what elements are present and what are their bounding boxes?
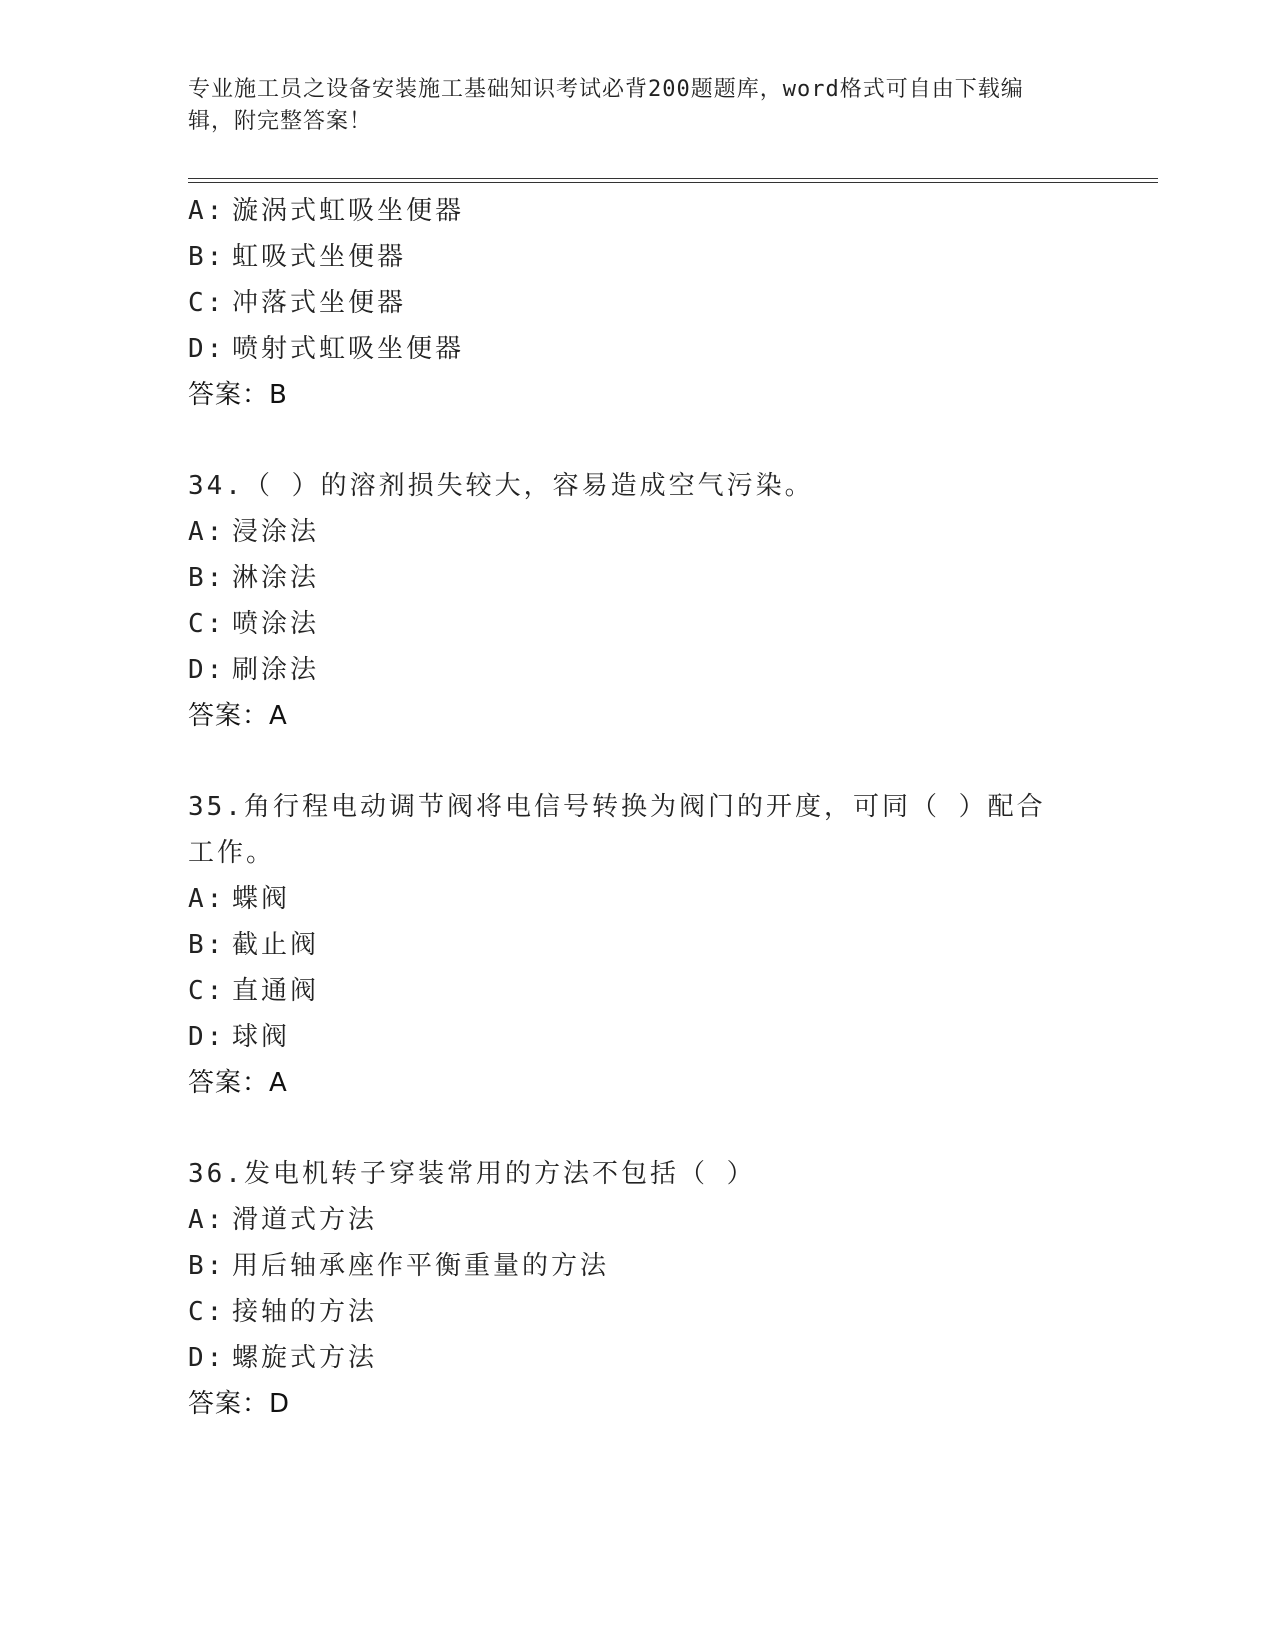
answer-value: A	[269, 701, 288, 731]
option-a	[188, 509, 1068, 555]
document-header	[188, 74, 1068, 138]
option-letter: B:	[188, 563, 226, 593]
option-letter: B:	[188, 930, 226, 960]
question-34	[188, 463, 1068, 739]
document-title: 专业施工员之设备安装施工基础知识考试必背200题题库，word格式可自由下载编辑，附完整答案！	[188, 77, 1024, 134]
option-text: 蝶阀	[232, 884, 291, 914]
question-text: 35.角行程电动调节阀将电信号转换为阀门的开度，可同（ ）配合工作。	[188, 792, 1046, 868]
option-letter: C:	[188, 976, 226, 1006]
answer-label: 答案：	[188, 1389, 270, 1419]
option-letter: B:	[188, 1251, 226, 1281]
answer-line	[188, 1381, 1068, 1427]
header-divider-top	[188, 178, 1158, 179]
question-text: 34.（ ）的溶剂损失较大，容易造成空气污染。	[188, 471, 814, 501]
option-text: 截止阀	[232, 930, 320, 960]
option-b	[188, 234, 1068, 280]
answer-label: 答案：	[188, 380, 270, 410]
option-text: 滑道式方法	[232, 1205, 378, 1235]
question-text: 36.发电机转子穿装常用的方法不包括（ ）	[188, 1159, 756, 1189]
option-a	[188, 188, 1068, 234]
option-letter: A:	[188, 196, 226, 226]
option-text: 刷涂法	[232, 655, 320, 685]
question-list	[188, 188, 1068, 1427]
answer-value: D	[269, 1389, 291, 1419]
option-letter: A:	[188, 884, 226, 914]
option-letter: A:	[188, 517, 226, 547]
option-c	[188, 280, 1068, 326]
option-b	[188, 1243, 1068, 1289]
option-c	[188, 968, 1068, 1014]
option-d	[188, 326, 1068, 372]
answer-line	[188, 693, 1068, 739]
question-35	[188, 784, 1068, 1106]
answer-line	[188, 1060, 1068, 1106]
answer-label: 答案：	[188, 1068, 270, 1098]
question-33-continued	[188, 188, 1068, 418]
header-divider-bottom	[188, 182, 1158, 183]
option-text: 冲落式坐便器	[232, 288, 407, 318]
option-a	[188, 876, 1068, 922]
option-d	[188, 647, 1068, 693]
option-letter: B:	[188, 242, 226, 272]
option-text: 漩涡式虹吸坐便器	[232, 196, 465, 226]
option-letter: C:	[188, 609, 226, 639]
question-36	[188, 1151, 1068, 1427]
option-letter: D:	[188, 1022, 226, 1052]
answer-value: B	[269, 380, 288, 410]
option-text: 接轴的方法	[232, 1297, 378, 1327]
option-letter: D:	[188, 655, 226, 685]
option-letter: D:	[188, 334, 226, 364]
option-text: 螺旋式方法	[232, 1343, 378, 1373]
option-c	[188, 1289, 1068, 1335]
option-d	[188, 1335, 1068, 1381]
option-letter: A:	[188, 1205, 226, 1235]
answer-value: A	[269, 1068, 288, 1098]
option-text: 喷射式虹吸坐便器	[232, 334, 465, 364]
option-text: 球阀	[232, 1022, 291, 1052]
option-letter: C:	[188, 1297, 226, 1327]
option-d	[188, 1014, 1068, 1060]
option-b	[188, 922, 1068, 968]
option-text: 虹吸式坐便器	[232, 242, 407, 272]
option-a	[188, 1197, 1068, 1243]
option-c	[188, 601, 1068, 647]
option-text: 浸涂法	[232, 517, 320, 547]
answer-label: 答案：	[188, 701, 270, 731]
option-b	[188, 555, 1068, 601]
option-letter: D:	[188, 1343, 226, 1373]
option-text: 直通阀	[232, 976, 320, 1006]
answer-line	[188, 372, 1068, 418]
option-text: 淋涂法	[232, 563, 320, 593]
option-text: 用后轴承座作平衡重量的方法	[232, 1251, 610, 1281]
option-letter: C:	[188, 288, 226, 318]
option-text: 喷涂法	[232, 609, 320, 639]
